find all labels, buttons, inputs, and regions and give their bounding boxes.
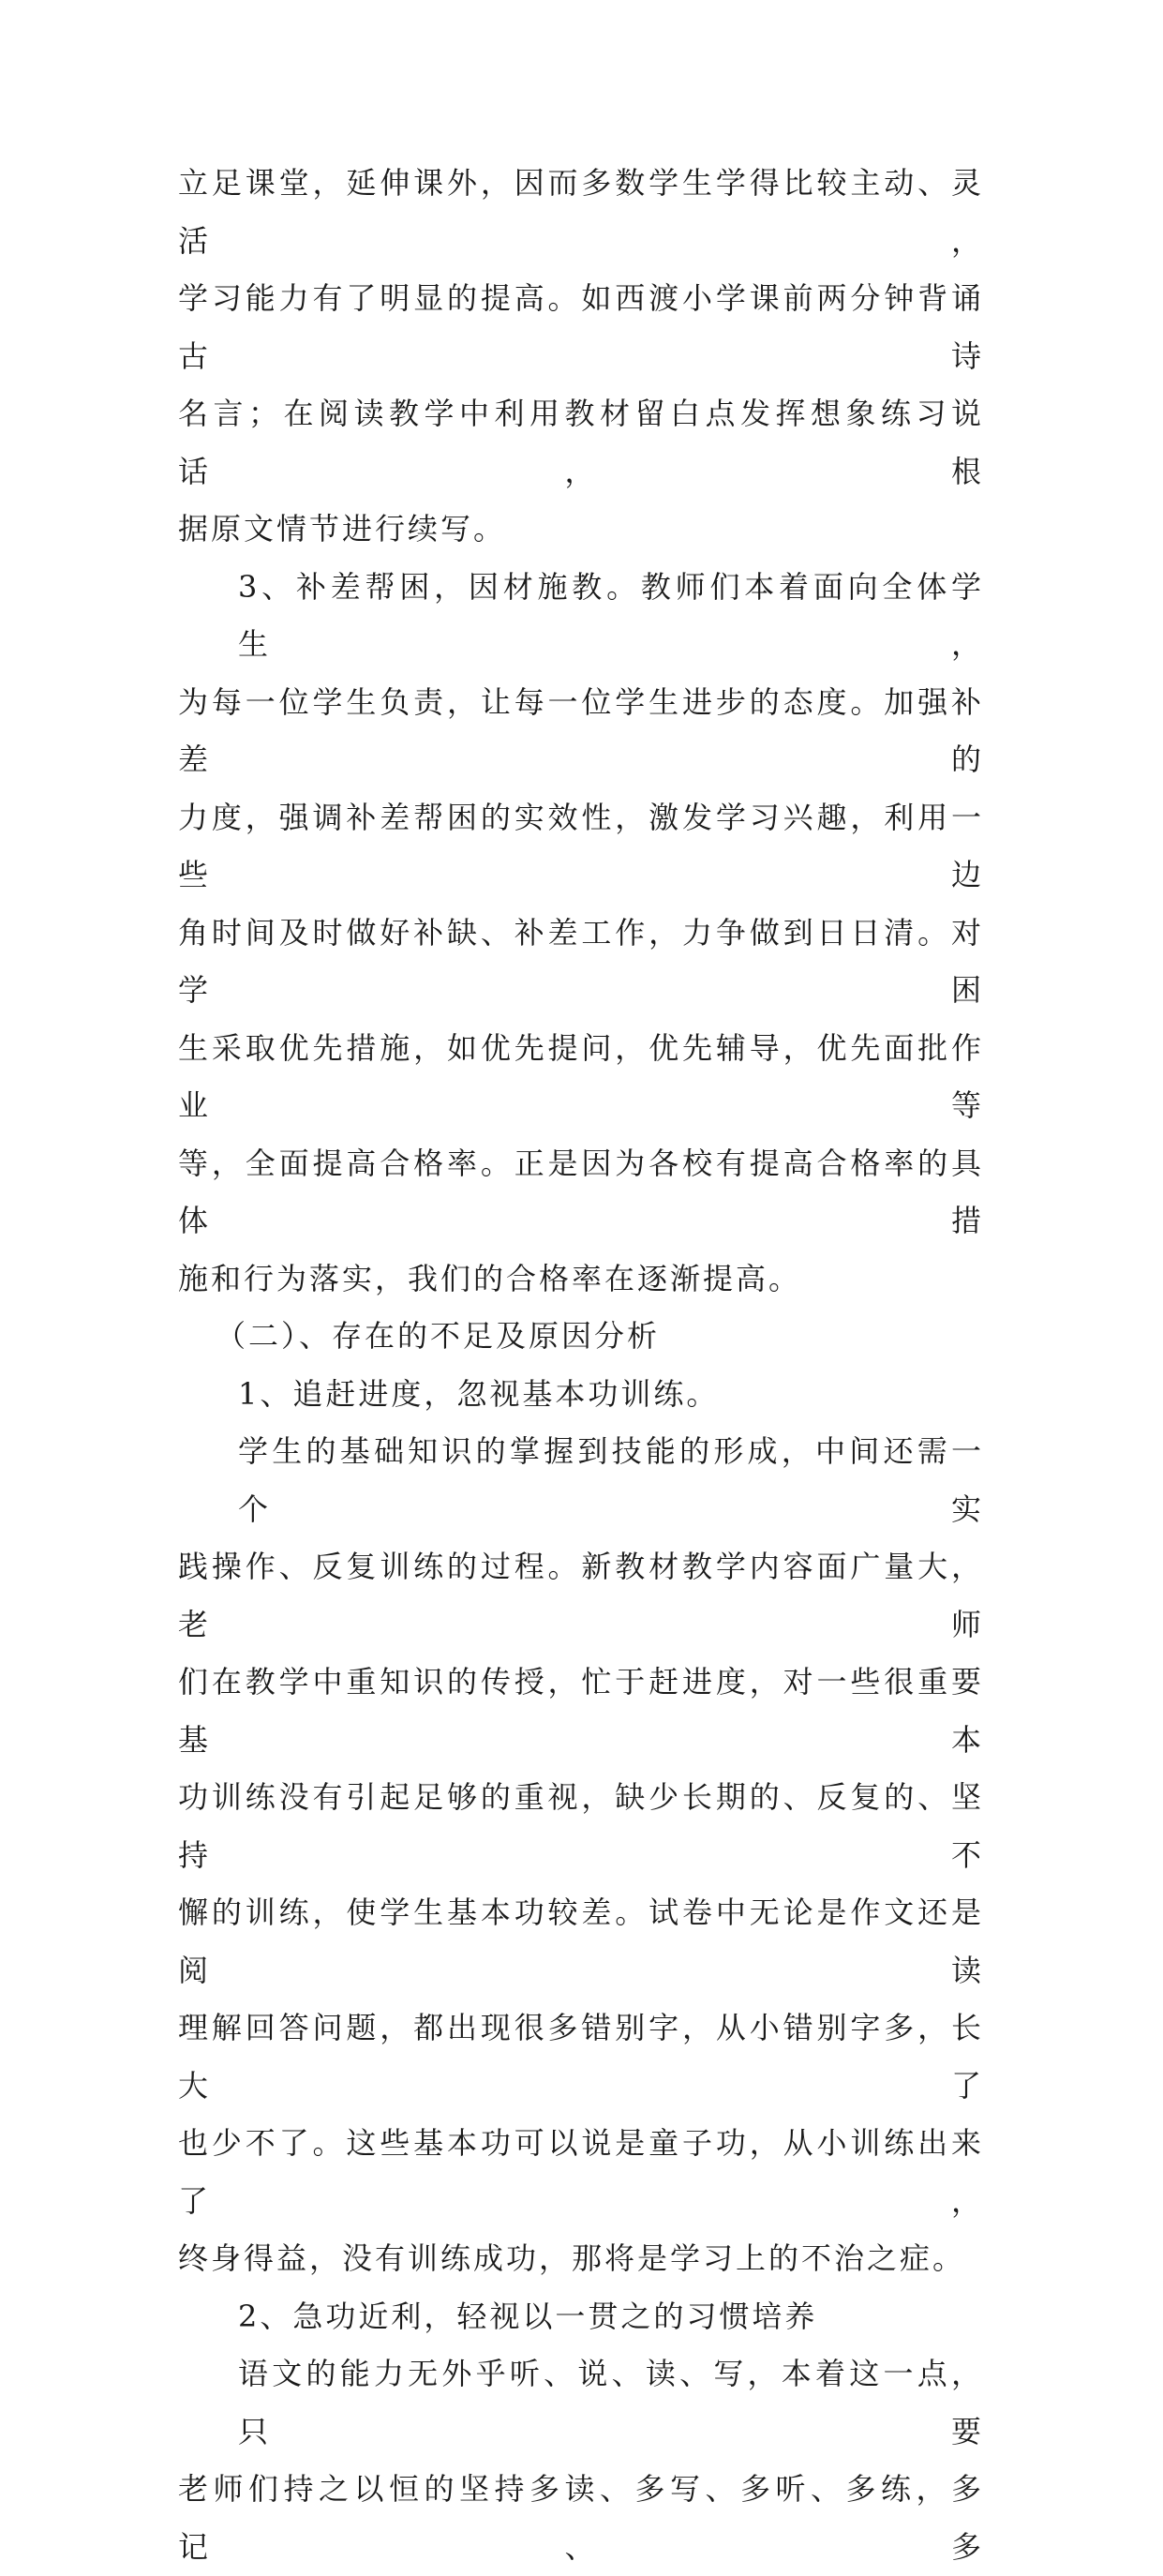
text-line: 角时间及时做好补缺、补差工作，力争做到日日清。对学困 bbox=[178, 914, 984, 1008]
subheading-progress bbox=[178, 1366, 984, 1424]
section-heading-shortcomings bbox=[178, 1308, 984, 1366]
text-line: 为每一位学生负责，让每一位学生进步的态度。加强补差的 bbox=[178, 683, 984, 777]
text-line: 终身得益，没有训练成功，那将是学习上的不治之症。 bbox=[178, 2240, 966, 2276]
text-line: 据原文情节进行续写。 bbox=[178, 511, 507, 547]
text-line: （二）、存在的不足及原因分析 bbox=[216, 1318, 661, 1354]
text-line: 语文的能力无外乎听、说、读、写，本着这一点，只要 bbox=[238, 2356, 984, 2449]
text-line: 践操作、反复训练的过程。新教材教学内容面广量大，老师 bbox=[178, 1549, 984, 1642]
text-line: 们在教学中重知识的传授，忙于赶进度，对一些很重要基本 bbox=[178, 1664, 984, 1758]
text-line: 名言；在阅读教学中利用教材留白点发挥想象练习说话，根 bbox=[178, 396, 984, 489]
paragraph-basic-skills bbox=[178, 1423, 984, 2288]
text-line: 学习能力有了明显的提高。如西渡小学课前两分钟背诵古诗 bbox=[178, 280, 984, 374]
text-line: 力度，强调补差帮困的实效性，激发学习兴趣，利用一些边 bbox=[178, 799, 984, 892]
text-line: 3、补差帮困，因材施教。教师们本着面向全体学生， bbox=[238, 568, 984, 662]
document-page bbox=[178, 155, 984, 2576]
subheading-habits bbox=[178, 2288, 984, 2346]
text-line: 2、急功近利，轻视以一贯之的习惯培养 bbox=[238, 2298, 818, 2334]
text-line: 1、追赶进度，忽视基本功训练。 bbox=[238, 1375, 720, 1412]
text-line: 也少不了。这些基本功可以说是童子功，从小训练出来了， bbox=[178, 2125, 984, 2219]
text-line: 懈的训练，使学生基本功较差。试卷中无论是作文还是阅读 bbox=[178, 1895, 984, 1988]
text-line: 立足课堂，延伸课外，因而多数学生学得比较主动、灵活， bbox=[178, 165, 984, 259]
text-line: 施和行为落实，我们的合格率在逐渐提高。 bbox=[178, 1260, 802, 1296]
text-line: 学生的基础知识的掌握到技能的形成，中间还需一个实 bbox=[238, 1433, 984, 1527]
paragraph-language-ability bbox=[178, 2345, 984, 2576]
text-line: 生采取优先措施，如优先提问，优先辅导，优先面批作业等 bbox=[178, 1029, 984, 1123]
text-line: 等，全面提高合格率。正是因为各校有提高合格率的具体措 bbox=[178, 1145, 984, 1238]
text-line: 老师们持之以恒的坚持多读、多写、多听、多练，多记、多 bbox=[178, 2471, 984, 2565]
paragraph-remedial bbox=[178, 559, 984, 1309]
text-line: 功训练没有引起足够的重视，缺少长期的、反复的、坚持不 bbox=[178, 1779, 984, 1873]
paragraph-classroom bbox=[178, 155, 984, 559]
text-line: 理解回答问题，都出现很多错别字，从小错别字多，长大了 bbox=[178, 2010, 984, 2104]
